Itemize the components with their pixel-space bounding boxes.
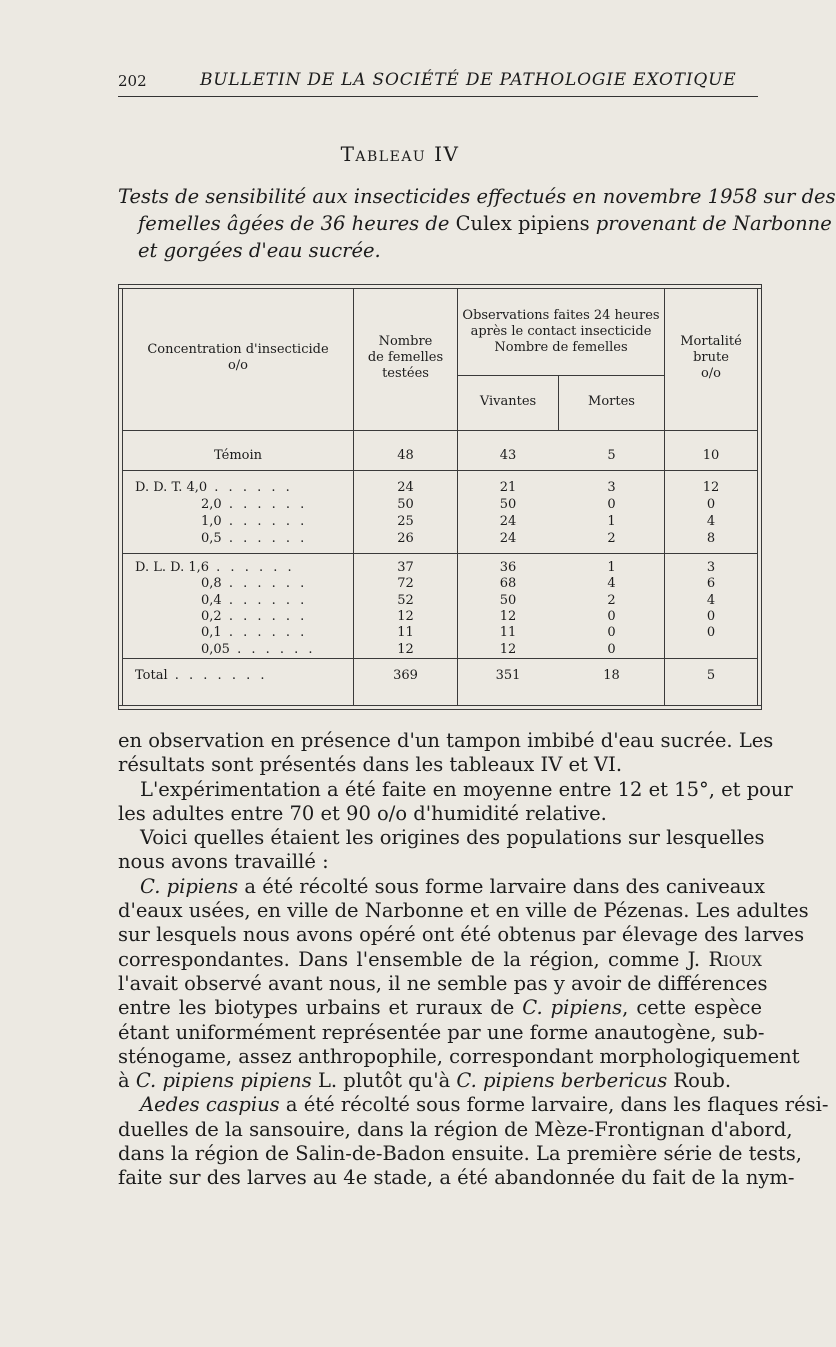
- cell-vivantes: 68: [499, 576, 517, 592]
- cell-mortes: 2: [607, 531, 616, 546]
- cell-nombre: 52: [397, 592, 414, 608]
- cell-vivantes: 24: [499, 531, 517, 546]
- text-line: faite sur des larves au 4e stade, a été abandonnée du fait de la nym-: [118, 1166, 795, 1190]
- cell-mortes: 1: [607, 560, 616, 575]
- leader-dots: . . . . . .: [209, 560, 295, 575]
- text-line: d'eaux usées, en ville de Narbonne et en ville de Pézenas. Les adultes: [118, 899, 809, 923]
- leader-dots: . . . . . .: [229, 641, 316, 657]
- leader-dots: . . . . . .: [207, 480, 293, 495]
- cell-nombre: 50: [397, 497, 414, 512]
- cell-mortes: 5: [607, 448, 616, 463]
- text-line: nous avons travaillé :: [118, 850, 329, 874]
- text-line: C. pipiens a été récolté sous forme larvaire dans des caniveaux: [140, 874, 765, 898]
- cell-mortes: 0: [607, 608, 616, 624]
- cell-nombre: 25: [397, 514, 414, 529]
- cell-mortes: 1: [607, 514, 616, 529]
- text-line: duelles de la sansouire, dans la région de Mèze-Frontignan d'abord,: [118, 1117, 793, 1141]
- page-number: 202: [118, 72, 147, 90]
- row-label: 2,0 . . . . . .: [201, 497, 308, 512]
- cell-mortalite: 4: [706, 592, 716, 608]
- leader-dots: . . . . . .: [221, 608, 308, 624]
- text-line: sur lesquels nous avons opéré ont été obtenus par élevage des larves: [118, 923, 805, 947]
- leader-dots: . . . . . . .: [167, 668, 268, 683]
- cell-vivantes: 11: [499, 625, 517, 641]
- caption-line: Tests de sensibilité aux insecticides effectués en novembre 1958 sur des: [118, 185, 836, 208]
- cell-nombre: 11: [397, 625, 414, 641]
- cell-mortes: 18: [603, 668, 620, 683]
- cell-mortalite: 0: [706, 608, 716, 624]
- cell-mortalite: 6: [706, 576, 716, 592]
- text-line: sténogame, assez anthropophile, correspondant morphologiquement: [118, 1044, 800, 1068]
- header-mortes: Mortes: [588, 394, 635, 409]
- text-line: entre les biotypes urbains et ruraux de C. pipiens, cette espèce: [118, 996, 762, 1020]
- cell-nombre: 369: [393, 668, 418, 683]
- header-concentration: Concentration d'insecticide o/o: [147, 342, 329, 373]
- cell-mortes: 0: [607, 497, 616, 512]
- row-label: 0,5 . . . . . .: [201, 531, 308, 546]
- cell-mortalite: 0: [706, 625, 716, 641]
- body-text: [118, 729, 829, 1191]
- row-label: Témoin: [213, 448, 263, 463]
- text-line: résultats sont présentés dans les tableaux IV et VI.: [118, 753, 623, 777]
- cell-mortes: 0: [607, 625, 616, 641]
- cell-mortalite: 4: [706, 514, 716, 529]
- table-caption: [118, 183, 836, 264]
- row-label: D. L. D. 1,6 . . . . . .: [135, 560, 295, 575]
- cell-mortalite: 10: [702, 448, 720, 463]
- cell-mortalite: 12: [702, 480, 720, 495]
- text-line: en observation en présence d'un tampon imbibé d'eau sucrée. Les: [118, 729, 774, 752]
- leader-dots: . . . . . .: [221, 576, 308, 592]
- row-label: D. D. T. 4,0 . . . . . .: [135, 480, 293, 495]
- row-label: 0,05 . . . . . .: [201, 641, 316, 657]
- cell-nombre: 24: [397, 480, 414, 495]
- header-nombre-femelles: Nombre de femelles testées: [367, 334, 444, 381]
- cell-mortalite: 5: [706, 668, 716, 683]
- row-label: 0,1 . . . . . .: [201, 625, 308, 641]
- running-header: [118, 70, 758, 94]
- cell-nombre: 26: [397, 531, 414, 546]
- cell-vivantes: 43: [499, 448, 517, 463]
- row-label: 1,0 . . . . . .: [201, 514, 308, 529]
- caption-line: et gorgées d'eau sucrée.: [138, 239, 381, 262]
- cell-vivantes: 12: [499, 641, 517, 657]
- text-line: les adultes entre 70 et 90 o/o d'humidité relative.: [118, 801, 607, 825]
- row-label: Total . . . . . . .: [135, 668, 268, 683]
- header-vivantes: Vivantes: [479, 394, 537, 409]
- text-line: Voici quelles étaient les origines des populations sur lesquelles: [140, 826, 765, 850]
- leader-dots: . . . . . .: [221, 531, 308, 546]
- cell-mortes: 3: [607, 480, 616, 495]
- cell-mortes: 0: [607, 641, 616, 657]
- data-table: [118, 284, 762, 710]
- cell-mortalite: 3: [706, 560, 716, 575]
- journal-title: BULLETIN DE LA SOCIÉTÉ DE PATHOLOGIE EXOTIQUE: [200, 70, 737, 90]
- cell-vivantes: 24: [499, 514, 517, 529]
- row-label: 0,8 . . . . . .: [201, 576, 308, 592]
- text-line: à C. pipiens pipiens L. plutôt qu'à C. pipiens berbericus Roub.: [118, 1069, 732, 1093]
- caption-line: femelles âgées de 36 heures de Culex pipiens provenant de Narbonne: [138, 212, 832, 235]
- row-label: 0,4 . . . . . .: [201, 592, 308, 608]
- header-rule: [118, 96, 758, 97]
- text-line: dans la région de Salin-de-Badon ensuite. La première série de tests,: [118, 1142, 802, 1166]
- header-mortalite: Mortalité brute o/o: [680, 334, 742, 381]
- cell-vivantes: 36: [499, 560, 517, 575]
- text-line: L'expérimentation a été faite en moyenne entre 12 et 15°, et pour: [140, 777, 793, 801]
- text-line: l'avait observé avant nous, il ne semble pas y avoir de différences: [118, 971, 768, 995]
- cell-mortes: 4: [607, 576, 616, 592]
- cell-vivantes: 50: [499, 497, 517, 512]
- cell-vivantes: 21: [499, 480, 517, 495]
- text-line: Aedes caspius a été récolté sous forme larvaire, dans les flaques rési-: [140, 1093, 829, 1117]
- leader-dots: . . . . . .: [221, 514, 308, 529]
- leader-dots: . . . . . .: [221, 497, 308, 512]
- cell-vivantes: 50: [499, 592, 517, 608]
- cell-nombre: 48: [397, 448, 414, 463]
- leader-dots: . . . . . .: [221, 625, 308, 641]
- cell-mortes: 2: [607, 592, 616, 608]
- cell-vivantes: 351: [495, 668, 521, 683]
- row-label: 0,2 . . . . . .: [201, 608, 308, 624]
- header-observations: Observations faites 24 heures après le contact insecticide Nombre de femelles: [462, 308, 660, 355]
- cell-nombre: 12: [397, 608, 414, 624]
- cell-vivantes: 12: [499, 608, 517, 624]
- cell-nombre: 37: [397, 560, 414, 575]
- text-line: étant uniformément représentée par une forme anautogène, sub-: [118, 1020, 765, 1044]
- leader-dots: . . . . . .: [221, 592, 308, 608]
- cell-nombre: 72: [397, 576, 414, 592]
- cell-mortalite: 0: [706, 497, 716, 512]
- text-line: correspondantes. Dans l'ensemble de la région, comme J. Rioux: [118, 947, 762, 971]
- table-title: Tableau IV: [340, 142, 460, 166]
- cell-nombre: 12: [397, 641, 414, 657]
- cell-mortalite: 8: [706, 531, 716, 546]
